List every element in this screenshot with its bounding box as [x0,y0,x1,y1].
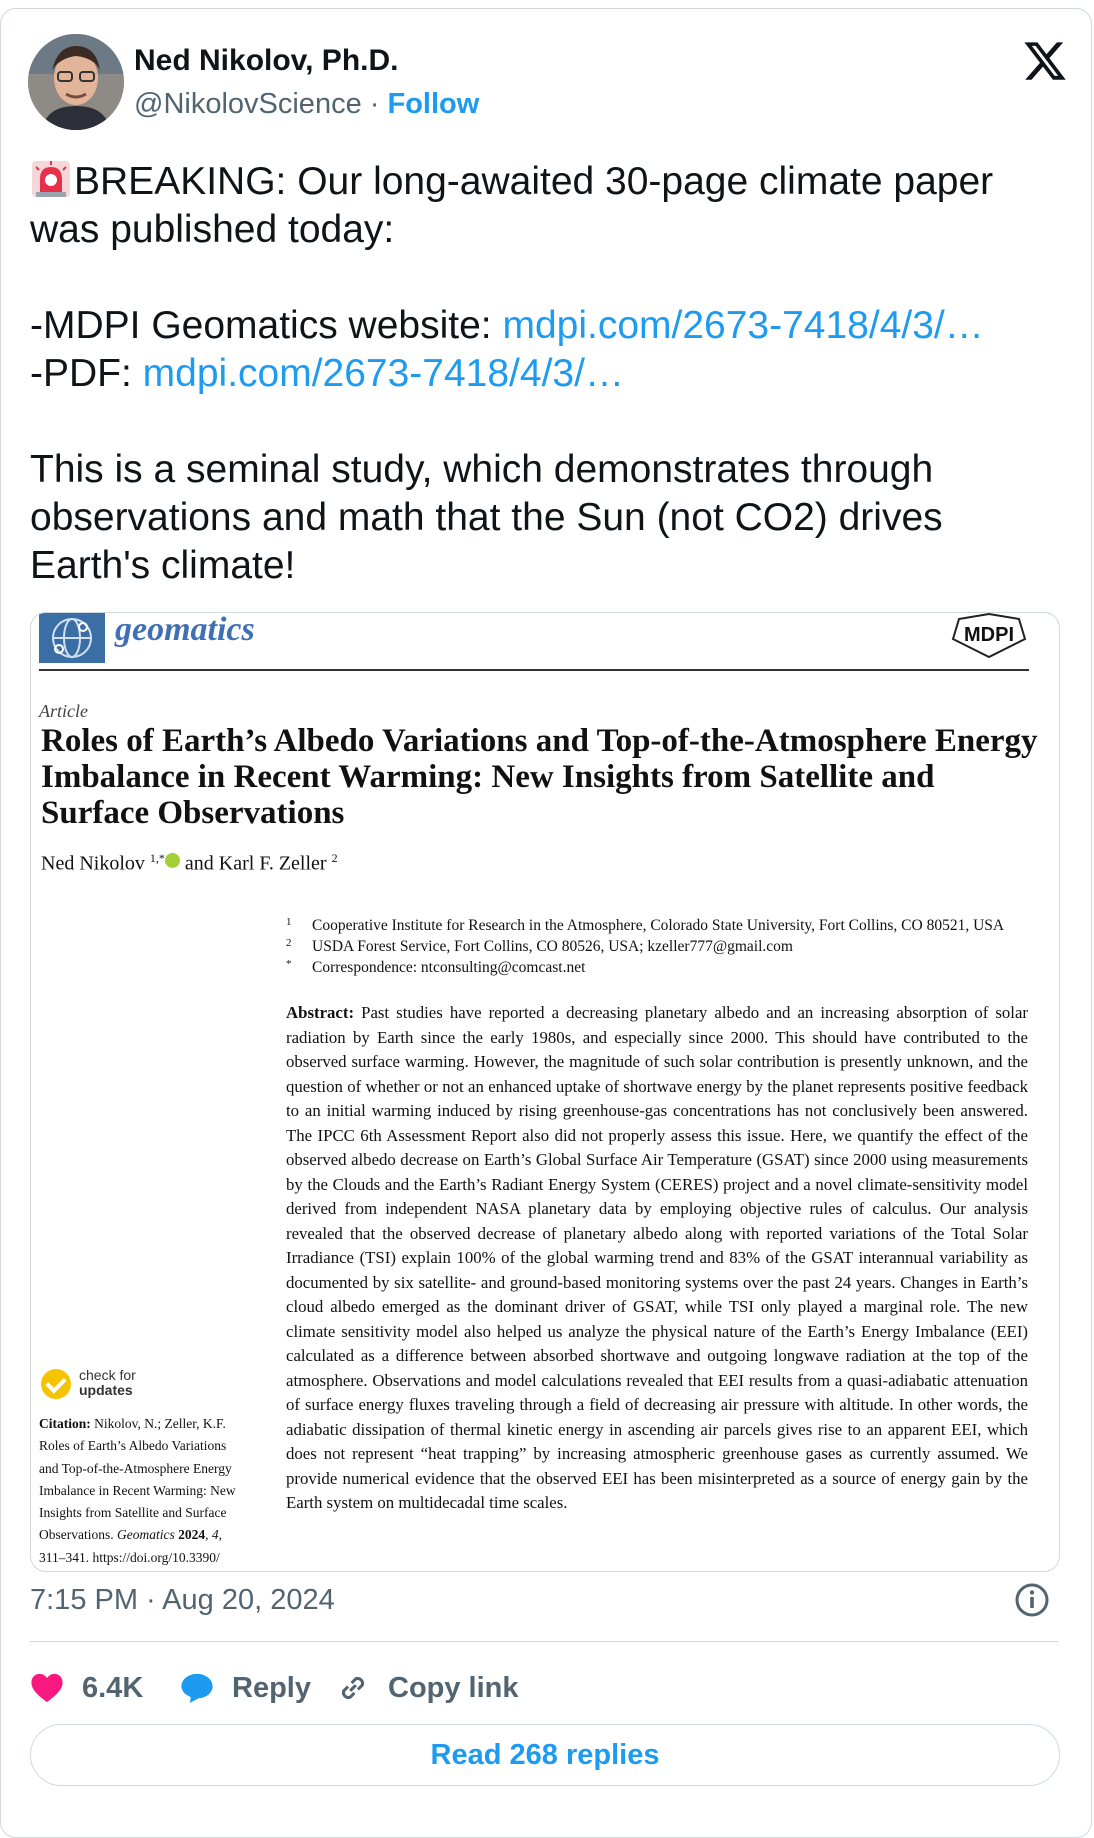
tweet-text [30,158,1070,590]
citation: Citation: Nikolov, N.; Zeller, K.F. Roles of Earth’s Albedo Variations and Top-of-the-Atmosphere Energy Imbalance in Recent Warming: New Insights from Satellite and Surface Observations. Geomatics 2024, 4, 311–341. https://doi.org/10.3390/ [39,1416,236,1565]
website-link[interactable]: mdpi.com/2673-7418/4/3/… [502,304,984,347]
author2-name: Karl F. Zeller [218,852,327,875]
reply-label: Reply [232,1671,311,1704]
handle-separator: · [369,88,380,120]
link-icon [336,1671,370,1705]
pdf-prefix: -PDF: [30,352,143,395]
x-logo-icon[interactable] [1022,38,1068,84]
tweet-timestamp[interactable]: 7:15 PM · Aug 20, 2024 [30,1584,335,1616]
svg-text:MDPI: MDPI [964,624,1014,646]
tweet-line-breaking: BREAKING: Our long-awaited 30-page climate paper was published today: [30,160,994,251]
authors-and: and [184,852,214,875]
divider [30,1641,1058,1642]
info-icon[interactable] [1014,1582,1050,1618]
tweet-conclusion: This is a seminal study, which demonstrates through observations and math that the Sun (not CO2) drives Earth's climate! [30,448,943,587]
follow-button[interactable]: Follow [387,88,480,120]
affiliation-row: 2 USDA Forest Service, Fort Collins, CO 80526, USA; kzeller777@gmail.com [286,937,793,955]
paper-title: Roles of Earth’s Albedo Variations and Top-of-the-Atmosphere Energy Imbalance in Recent Warming: New Insights from Satellite and Surface Observations [41,723,1038,831]
rotating-light-icon [30,159,72,199]
website-prefix: -MDPI Geomatics website: [30,304,503,347]
like-button[interactable] [30,1660,143,1716]
affiliation-row: * Correspondence: ntconsulting@comcast.net [286,958,586,976]
geomatics-logo-icon [39,613,105,663]
like-count: 6.4K [82,1671,144,1704]
abstract-label: Abstract: [286,1003,355,1022]
paper-page [31,613,1059,1571]
affiliations [286,915,1046,978]
orcid-icon [165,853,180,868]
action-bar [30,1660,1060,1716]
reply-bubble-icon [180,1672,214,1704]
abstract [286,1001,1028,1516]
pdf-link[interactable]: mdpi.com/2673-7418/4/3/… [142,352,624,395]
handle-row [134,88,479,121]
abstract-text: Past studies have reported a decreasing planetary albedo and an increasing absorption of solar radiation by Earth since the early 1980s, and especially since 2000. This should have contributed to the observed surface warming. However, the magnitude of such solar contribution is presently unknown, and the question of whether or not an enhanced uptake of shortwave energy by the planet represents positive feedback to an initial warming induced by rising greenhouse-gas concentrations has not conclusively been answered. The IPCC 6th Assessment Report also did not properly assess this issue. Here, we quantify the effect of the observed albedo decrease on Earth’s Global Surface Air Temperature (GSAT) since 2000 using measurements by the Clouds and the Earth’s Radiant Energy System (CERES) project and a novel climate-sensitivity model derived from independent NASA planetary data by employing objective rules of calculus. Our analysis revealed that the observed decrease of planetary albedo along with reported variations of the Total Solar Irradiance (TSI) explain 100% of the global warming trend and 83% of the GSAT interannual variability as documented by six satellite- and ground-based monitoring systems over the past 24 years. Changes in Earth’s cloud albedo emerged as the dominant driver of GSAT, while TSI only played a marginal role. The new climate sensitivity model also helped us analyze the physical nature of the Earth’s Energy Imbalance (EEI) calculated as a difference between absorbed shortwave and outgoing longwave radiation at the top of the atmosphere. Observations and model calculations revealed that EEI results from a quasi-adiabatic attenuation of surface energy fluxes traveling through a field of decreasing air pressure with altitude. In other words, the adiabatic dissipation of thermal kinetic energy in ascending air parcels gives rise to an apparent EEI, which does not represent “heat trapping” by increasing atmospheric greenhouse gases as currently assumed. We provide numerical evidence that the observed EEI has been misinterpreted as a source of energy gain by the Earth system on multidecadal time scales. [286,1003,1028,1512]
journal-name: geomatics [115,612,255,648]
avatar[interactable] [28,34,124,130]
paper-image[interactable] [30,612,1060,1572]
article-type: Article [39,701,88,721]
heart-icon [30,1672,64,1704]
read-replies-button[interactable]: Read 268 replies [30,1724,1060,1786]
tweet-header [28,34,1068,130]
author-handle[interactable]: @NikolovScience [134,88,362,120]
copy-link-button[interactable] [336,1660,519,1716]
check-for-updates: check for updates [41,1365,231,1405]
author2-sup: 2 [331,851,338,865]
author1-name: Ned Nikolov [41,852,145,875]
mdpi-logo-icon [949,613,1029,659]
paper-authors [41,851,338,876]
check-icon [41,1369,71,1399]
header-rule [39,669,1029,671]
reply-button[interactable] [180,1660,311,1716]
copy-link-label: Copy link [388,1671,519,1704]
author1-sup: 1,* [149,851,165,865]
author-name[interactable]: Ned Nikolov, Ph.D. [134,44,399,77]
affiliation-row: 1 Cooperative Institute for Research in the Atmosphere, Colorado State University, Fort Collins, CO 80521, USA [286,916,1005,934]
